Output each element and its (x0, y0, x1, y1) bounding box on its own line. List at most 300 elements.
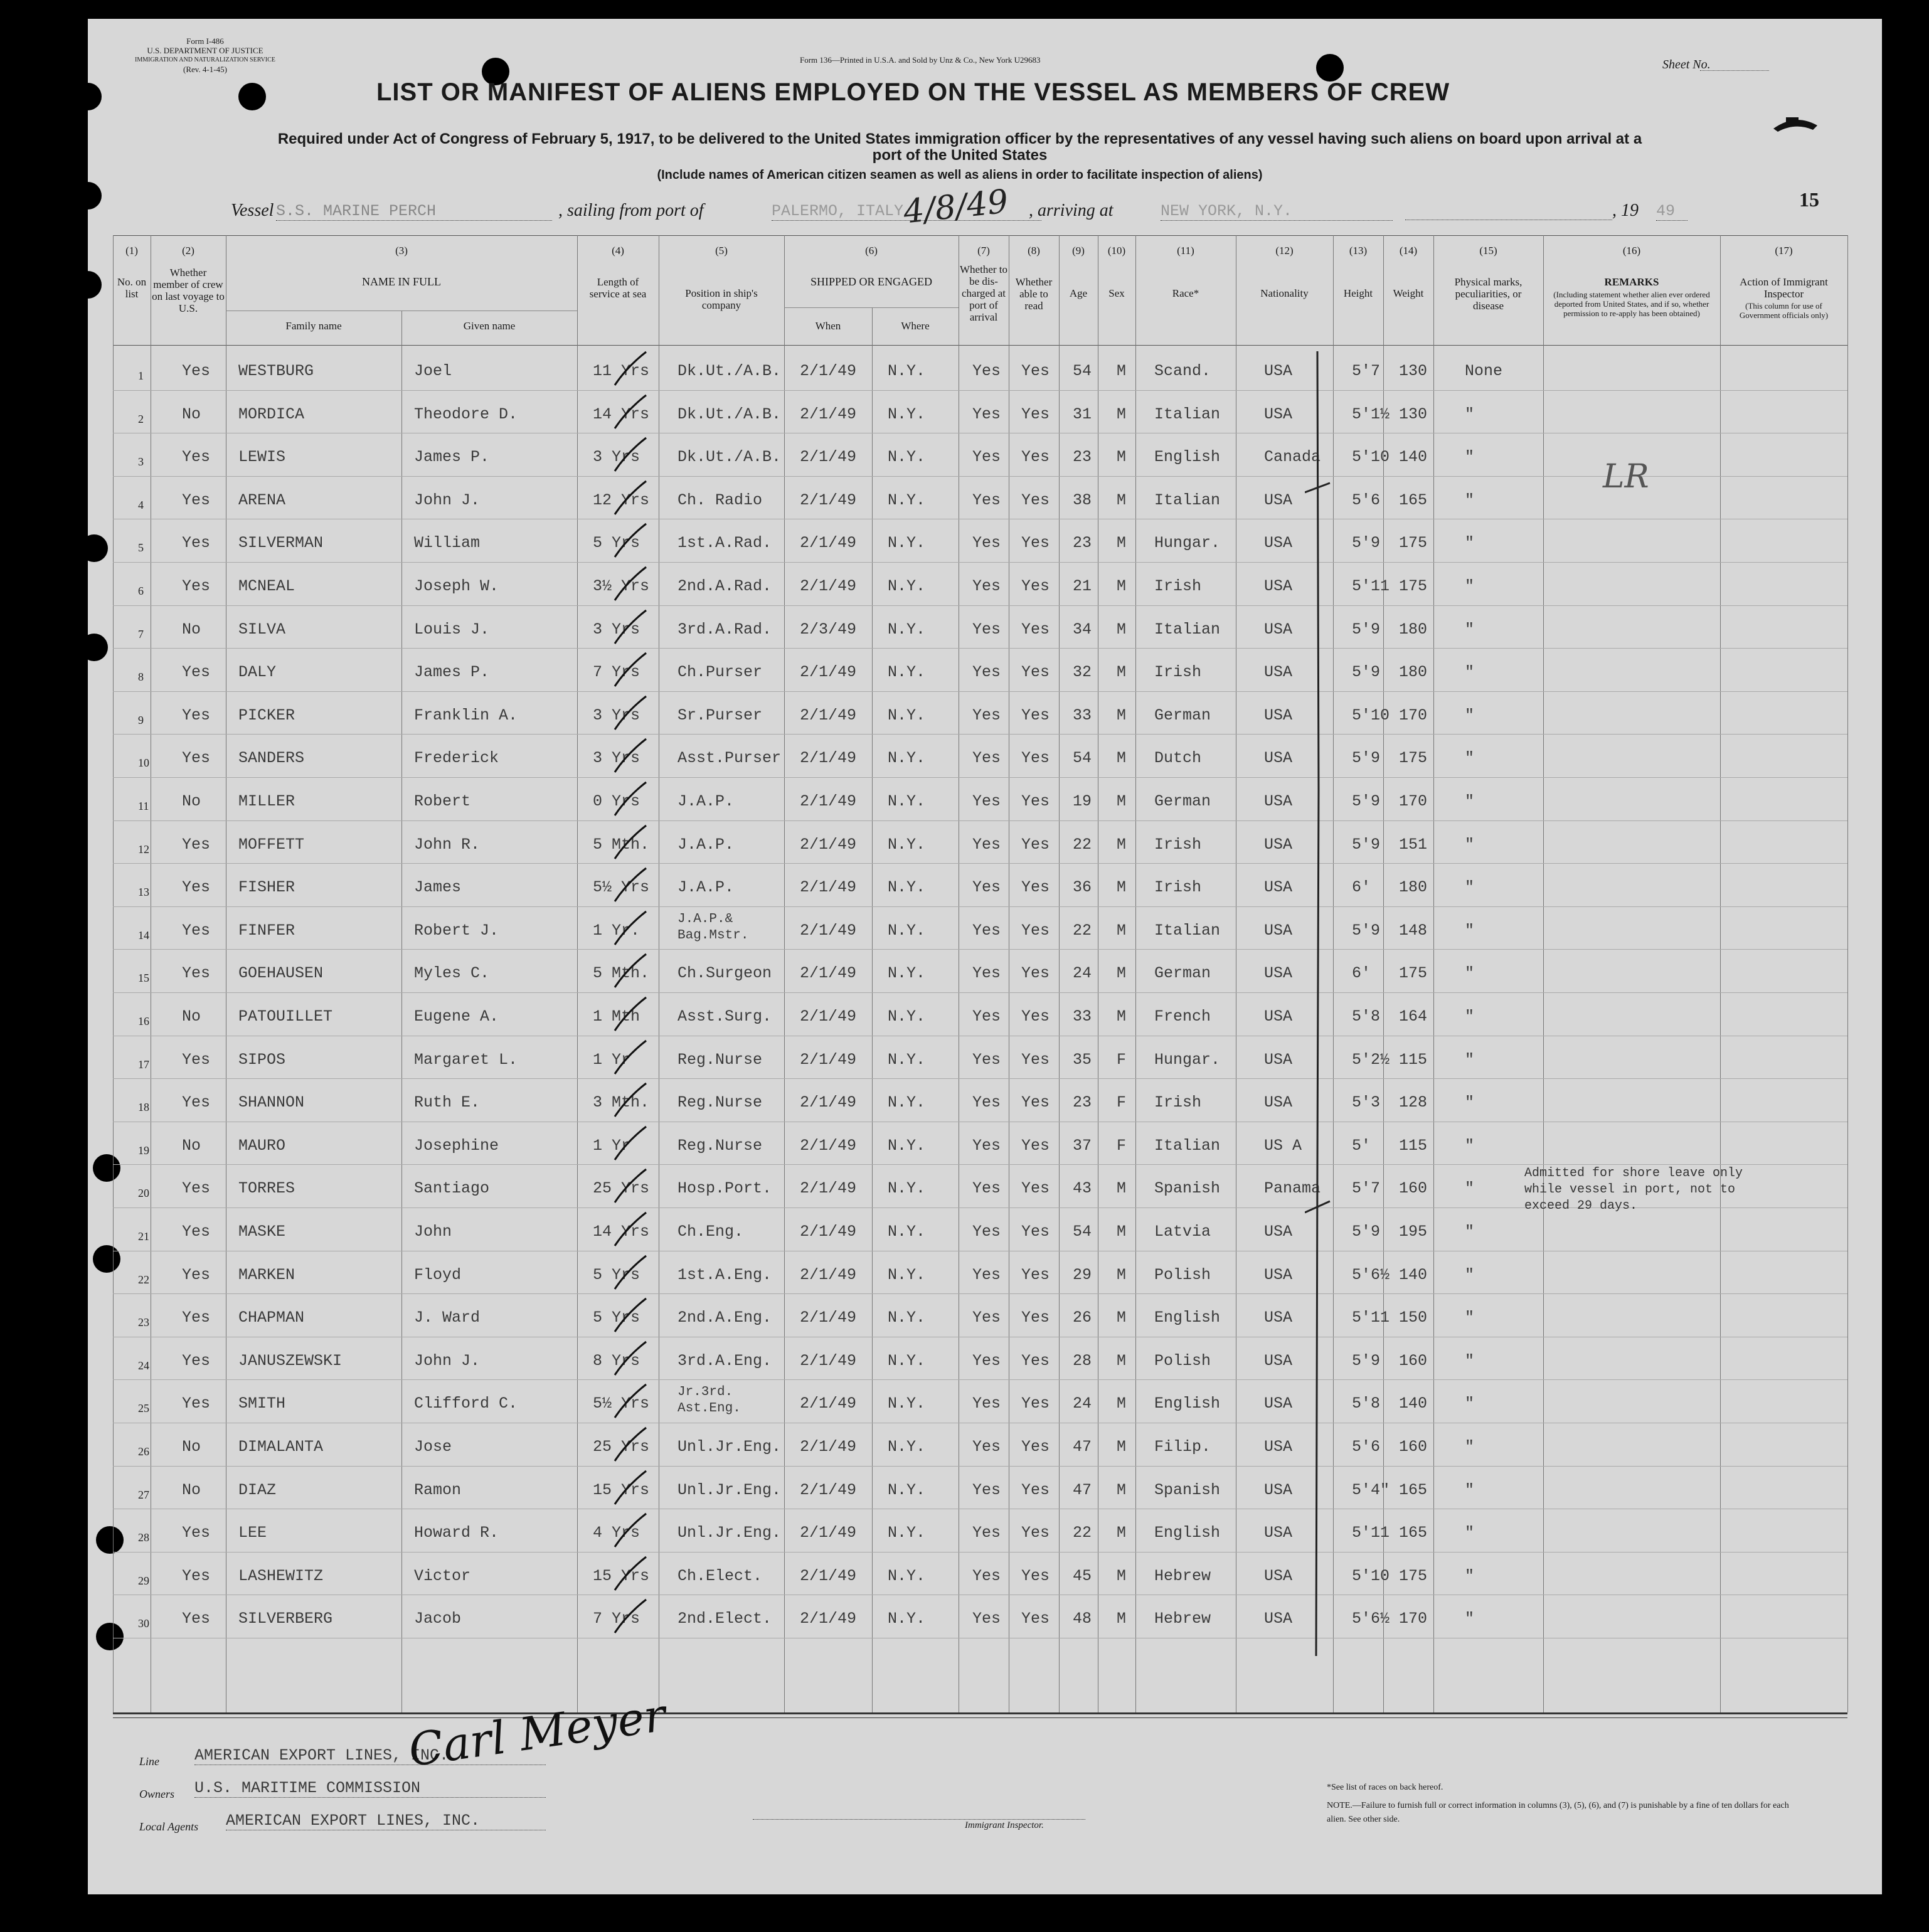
cell-weight: 170 (1399, 1610, 1428, 1628)
cell-weight: 175 (1399, 577, 1428, 595)
cell-when: 2/3/49 (800, 620, 857, 639)
cell-age: 37 (1073, 1136, 1092, 1155)
cell-last-voyage: Yes (182, 448, 211, 467)
punch-hole (74, 83, 102, 110)
cell-read: Yes (1021, 362, 1050, 380)
cell-read: Yes (1021, 1179, 1050, 1198)
cell-service: 8 Yrs (593, 1351, 640, 1370)
cell-where: N.Y. (888, 1610, 926, 1628)
printer-note: Form 136—Printed in U.S.A. and Sold by Unz & Co., New York U29683 (800, 55, 1041, 65)
cell-service: 5 Yrs (593, 1308, 640, 1327)
cell-read: Yes (1021, 534, 1050, 553)
sailing-from: PALERMO, ITALY (772, 202, 1041, 221)
cell-where: N.Y. (888, 1223, 926, 1241)
cell-read: Yes (1021, 448, 1050, 467)
table-row (113, 778, 1847, 821)
cell-sex: M (1117, 1179, 1127, 1198)
row-rule (113, 1466, 1847, 1467)
table-row (113, 1424, 1847, 1467)
cell-age: 32 (1073, 663, 1092, 682)
cell-discharged: Yes (972, 1223, 1001, 1241)
pen-strike-mark (608, 1598, 659, 1636)
row-number: 5 (138, 541, 144, 555)
cell-read: Yes (1021, 577, 1050, 595)
table-row (113, 1553, 1847, 1596)
cell-read: Yes (1021, 491, 1050, 509)
cell-family-name: MCNEAL (238, 577, 295, 595)
cell-position: 3rd.A.Eng. (678, 1351, 772, 1370)
cell-where: N.Y. (888, 1480, 926, 1499)
cell-given-name: Santiago (414, 1179, 490, 1198)
table-row (113, 1252, 1847, 1295)
cell-service: 1 Yr. (593, 921, 640, 940)
cell-physical: " (1465, 491, 1475, 509)
cell-when: 2/1/49 (800, 1007, 857, 1026)
cell-sex: M (1117, 1308, 1127, 1327)
col-num-7: (7) (977, 245, 990, 257)
cell-sex: M (1117, 1566, 1127, 1585)
punch-hole (238, 83, 266, 110)
header-age: Age (1069, 287, 1088, 299)
pen-strike-mark (608, 480, 659, 518)
cell-nationality: USA (1264, 964, 1293, 983)
inspector-label: Immigrant Inspector. (965, 1820, 1044, 1830)
cell-height: 5'1½ (1352, 405, 1390, 423)
header-physical: Physical marks, peculiarities, or disease (1454, 276, 1522, 312)
cell-last-voyage: Yes (182, 1179, 211, 1198)
cell-family-name: ARENA (238, 491, 286, 509)
table-row (113, 1037, 1847, 1080)
cell-service: 5½ Yrs (593, 878, 650, 897)
pen-strike-mark (608, 953, 659, 990)
cell-race: German (1154, 706, 1211, 724)
vessel-name: S.S. MARINE PERCH (276, 202, 552, 221)
table-row (113, 649, 1847, 692)
cell-where: N.Y. (888, 1093, 926, 1112)
cell-physical: " (1465, 1351, 1475, 1370)
handwritten-date: 4/8/49 (901, 183, 1011, 231)
cell-height: 5'9 (1352, 1351, 1381, 1370)
cell-given-name: John (414, 1223, 452, 1241)
cell-sex: M (1117, 878, 1127, 897)
header-nationality: Nationality (1260, 287, 1309, 299)
cell-given-name: Jacob (414, 1610, 462, 1628)
col-num-9: (9) (1072, 245, 1085, 257)
cell-when: 2/1/49 (800, 1610, 857, 1628)
cell-service: 25 Yrs (593, 1179, 650, 1198)
cell-read: Yes (1021, 749, 1050, 768)
cell-given-name: John J. (414, 491, 481, 509)
cell-age: 29 (1073, 1265, 1092, 1284)
cell-weight: 140 (1399, 448, 1428, 467)
row-number: 13 (138, 886, 149, 899)
cell-physical: " (1465, 921, 1475, 940)
pen-strike-mark (608, 1340, 659, 1378)
cell-family-name: PICKER (238, 706, 295, 724)
cell-height: 5'11 (1352, 1308, 1390, 1327)
cell-given-name: John R. (414, 835, 481, 854)
col-num-12: (12) (1275, 245, 1294, 257)
cell-family-name: PATOUILLET (238, 1007, 333, 1026)
cell-position: Asst.Purser (678, 749, 782, 768)
cell-last-voyage: No (182, 620, 201, 639)
row-number: 18 (138, 1101, 149, 1114)
header-height: Height (1343, 287, 1373, 299)
row-rule (113, 1293, 1847, 1294)
cell-sex: M (1117, 534, 1127, 553)
header-where: Where (901, 320, 930, 332)
cell-nationality: USA (1264, 921, 1293, 940)
cell-weight: 160 (1399, 1351, 1428, 1370)
cell-where: N.Y. (888, 792, 926, 810)
row-rule (113, 648, 1847, 649)
cell-physical: " (1465, 1007, 1475, 1026)
header-name-in-full: NAME IN FULL (362, 275, 441, 288)
pen-strike-mark (608, 1168, 659, 1206)
cell-nationality: USA (1264, 1007, 1293, 1026)
row-number: 17 (138, 1058, 149, 1071)
cell-height: 5'11 (1352, 1524, 1390, 1542)
cell-discharged: Yes (972, 878, 1001, 897)
cell-sex: M (1117, 1351, 1127, 1370)
cell-race: German (1154, 964, 1211, 983)
cell-nationality: USA (1264, 1265, 1293, 1284)
cell-nationality: US A (1264, 1136, 1302, 1155)
cell-sex: M (1117, 620, 1127, 639)
cell-physical: " (1465, 1610, 1475, 1628)
cell-height: 5'6½ (1352, 1610, 1390, 1628)
cell-age: 34 (1073, 620, 1092, 639)
cell-physical: " (1465, 1566, 1475, 1585)
cell-physical: " (1465, 835, 1475, 854)
cell-service: 5 Yrs (593, 1265, 640, 1284)
cell-nationality: USA (1264, 620, 1293, 639)
pen-strike-mark (608, 738, 659, 775)
cell-where: N.Y. (888, 1050, 926, 1069)
cell-when: 2/1/49 (800, 1265, 857, 1284)
cell-service: 1 Yr (593, 1136, 631, 1155)
cell-family-name: FISHER (238, 878, 295, 897)
col-num-10: (10) (1107, 245, 1126, 257)
cell-family-name: SMITH (238, 1394, 286, 1413)
row-rule (113, 906, 1847, 907)
header-remarks-note: (Including statement whether alien ever ordered deported from United States, and if so, whether permission to re-apply has been obtained) (1553, 290, 1710, 318)
cell-age: 22 (1073, 835, 1092, 854)
cell-weight: 165 (1399, 1524, 1428, 1542)
cell-discharged: Yes (972, 964, 1001, 983)
cell-age: 33 (1073, 706, 1092, 724)
cell-sex: F (1117, 1136, 1127, 1155)
cell-position: J.A.P. (678, 835, 735, 854)
cell-discharged: Yes (972, 1351, 1001, 1370)
cell-weight: 115 (1399, 1136, 1428, 1155)
cell-discharged: Yes (972, 1007, 1001, 1026)
sheet-label: Sheet No. (1662, 58, 1711, 72)
cell-sex: F (1117, 1093, 1127, 1112)
cell-service: 7 Yrs (593, 1610, 640, 1628)
cell-last-voyage: Yes (182, 749, 211, 768)
cell-physical: " (1465, 1179, 1475, 1198)
row-rule (113, 863, 1847, 864)
cell-race: English (1154, 1308, 1221, 1327)
row-number: 21 (138, 1230, 149, 1243)
cell-last-voyage: No (182, 1136, 201, 1155)
cell-when: 2/1/49 (800, 1223, 857, 1241)
cell-nationality: USA (1264, 1223, 1293, 1241)
cell-race: Irish (1154, 878, 1202, 897)
cell-height: 5'8 (1352, 1394, 1381, 1413)
cell-age: 47 (1073, 1438, 1092, 1456)
cell-given-name: Floyd (414, 1265, 462, 1284)
pen-strike-mark (608, 523, 659, 560)
cell-last-voyage: Yes (182, 706, 211, 724)
row-number: 2 (138, 412, 144, 425)
cell-where: N.Y. (888, 491, 926, 509)
cell-given-name: James P. (414, 448, 490, 467)
cell-age: 47 (1073, 1480, 1092, 1499)
cell-height: 5'2½ (1352, 1050, 1390, 1069)
line-value: AMERICAN EXPORT LINES, INC. (194, 1746, 546, 1765)
cell-where: N.Y. (888, 405, 926, 423)
row-number: 20 (138, 1187, 149, 1200)
row-rule (113, 949, 1847, 950)
cell-physical: " (1465, 1223, 1475, 1241)
cell-age: 35 (1073, 1050, 1092, 1069)
page-number: 15 (1799, 188, 1819, 211)
cell-given-name: Ramon (414, 1480, 462, 1499)
row-number: 7 (138, 627, 144, 640)
cell-given-name: John J. (414, 1351, 481, 1370)
cell-where: N.Y. (888, 964, 926, 983)
cell-given-name: William (414, 534, 481, 553)
cell-height: 5'9 (1352, 792, 1381, 810)
table-row (113, 1295, 1847, 1337)
pen-strike-mark (608, 437, 659, 474)
cell-position: Dk.Ut./A.B. (678, 405, 782, 423)
cell-family-name: SILVERBERG (238, 1610, 333, 1628)
cell-given-name: Louis J. (414, 620, 490, 639)
col-num-16: (16) (1622, 245, 1641, 257)
cell-discharged: Yes (972, 362, 1001, 380)
cell-race: Scand. (1154, 362, 1211, 380)
cell-read: Yes (1021, 835, 1050, 854)
cell-weight: 151 (1399, 835, 1428, 854)
cell-given-name: James P. (414, 663, 490, 682)
pen-strike-mark (608, 1039, 659, 1077)
row-rule (113, 820, 1847, 821)
shipped-subheader-line (784, 307, 959, 308)
cell-weight: 130 (1399, 405, 1428, 423)
cell-last-voyage: Yes (182, 1308, 211, 1327)
row-number: 27 (138, 1488, 149, 1501)
cell-age: 31 (1073, 405, 1092, 423)
pen-strike-mark (608, 1297, 659, 1335)
pen-strike-mark (608, 824, 659, 862)
cell-age: 54 (1073, 749, 1092, 768)
cell-discharged: Yes (972, 1480, 1001, 1499)
cell-read: Yes (1021, 921, 1050, 940)
cell-position: Reg.Nurse (678, 1136, 763, 1155)
cell-height: 5'11 (1352, 577, 1390, 595)
cell-age: 38 (1073, 491, 1092, 509)
cell-nationality: USA (1264, 663, 1293, 682)
cell-discharged: Yes (972, 1179, 1001, 1198)
row-number: 4 (138, 498, 144, 511)
cell-last-voyage: Yes (182, 1265, 211, 1284)
table-row (113, 607, 1847, 649)
row-number: 15 (138, 972, 149, 985)
cell-family-name: LEWIS (238, 448, 286, 467)
cell-race: Hungar. (1154, 534, 1221, 553)
row-number: 23 (138, 1316, 149, 1329)
cell-given-name: Eugene A. (414, 1007, 499, 1026)
row-rule (113, 1078, 1847, 1079)
row-rule (113, 691, 1847, 692)
cell-position: 3rd.A.Rad. (678, 620, 772, 639)
cell-sex: M (1117, 1610, 1127, 1628)
ship-stamp-icon (1770, 110, 1820, 141)
cell-nationality: USA (1264, 491, 1293, 509)
cell-read: Yes (1021, 663, 1050, 682)
cell-sex: M (1117, 792, 1127, 810)
row-number: 19 (138, 1144, 149, 1157)
cell-age: 33 (1073, 1007, 1092, 1026)
cell-read: Yes (1021, 1566, 1050, 1585)
cell-position: J.A.P.& Bag.Mstr. (678, 911, 749, 943)
cell-race: Irish (1154, 835, 1202, 854)
cell-family-name: SILVA (238, 620, 286, 639)
cell-sex: M (1117, 921, 1127, 940)
pen-strike-mark (608, 1125, 659, 1163)
cell-family-name: MOFFETT (238, 835, 305, 854)
cell-nationality: USA (1264, 1050, 1293, 1069)
cell-race: Italian (1154, 405, 1221, 423)
col-num-17: (17) (1775, 245, 1793, 257)
row-number: 25 (138, 1402, 149, 1415)
arriving-at: NEW YORK, N.Y. (1161, 202, 1393, 221)
cell-age: 48 (1073, 1610, 1092, 1628)
cell-position: Dk.Ut./A.B. (678, 448, 782, 467)
col-num-2: (2) (182, 245, 194, 257)
pen-strike-mark (608, 1211, 659, 1249)
cell-family-name: MORDICA (238, 405, 305, 423)
table-row (113, 864, 1847, 907)
cell-where: N.Y. (888, 1351, 926, 1370)
cell-weight: 128 (1399, 1093, 1428, 1112)
cell-where: N.Y. (888, 663, 926, 682)
cell-service: 25 Yrs (593, 1438, 650, 1456)
cell-sex: M (1117, 577, 1127, 595)
cell-discharged: Yes (972, 448, 1001, 467)
cell-weight: 175 (1399, 534, 1428, 553)
cell-read: Yes (1021, 1480, 1050, 1499)
cell-sex: M (1117, 1007, 1127, 1026)
cell-service: 3½ Yrs (593, 577, 650, 595)
cell-age: 24 (1073, 964, 1092, 983)
cell-position: Sr.Purser (678, 706, 763, 724)
cell-last-voyage: Yes (182, 1223, 211, 1241)
pen-strike-mark (608, 781, 659, 819)
row-number: 1 (138, 369, 144, 382)
header-last-voyage: Whether member of crew on last voyage to U.S. (152, 267, 225, 314)
agents-label: Local Agents (139, 1820, 199, 1833)
cell-discharged: Yes (972, 1265, 1001, 1284)
cell-nationality: USA (1264, 534, 1293, 553)
cell-where: N.Y. (888, 1136, 926, 1155)
cell-weight: 160 (1399, 1438, 1428, 1456)
cell-when: 2/1/49 (800, 1351, 857, 1370)
cell-weight: 180 (1399, 878, 1428, 897)
cell-where: N.Y. (888, 1394, 926, 1413)
cell-family-name: SILVERMAN (238, 534, 324, 553)
cell-discharged: Yes (972, 706, 1001, 724)
cell-last-voyage: Yes (182, 921, 211, 940)
cell-where: N.Y. (888, 878, 926, 897)
cell-physical: " (1465, 1438, 1475, 1456)
page-title: LIST OR MANIFEST OF ALIENS EMPLOYED ON THE VESSEL AS MEMBERS OF CREW (376, 78, 1450, 106)
cell-physical: " (1465, 1050, 1475, 1069)
cell-family-name: MASKE (238, 1223, 286, 1241)
cell-age: 45 (1073, 1566, 1092, 1585)
cell-sex: M (1117, 835, 1127, 854)
cell-when: 2/1/49 (800, 792, 857, 810)
cell-when: 2/1/49 (800, 878, 857, 897)
table-row (113, 434, 1847, 477)
cell-height: 5'10 (1352, 1566, 1390, 1585)
cell-race: English (1154, 448, 1221, 467)
cell-height: 5'10 (1352, 448, 1390, 467)
cell-last-voyage: Yes (182, 491, 211, 509)
row-number: 24 (138, 1359, 149, 1372)
cell-last-voyage: No (182, 405, 201, 423)
pen-strike-mark (608, 1470, 659, 1507)
cell-sex: M (1117, 1480, 1127, 1499)
row-number: 6 (138, 585, 144, 597)
cell-position: Hosp.Port. (678, 1179, 772, 1198)
table-row (113, 908, 1847, 950)
cell-service: 0 Yrs (593, 792, 640, 810)
cell-nationality: USA (1264, 1524, 1293, 1542)
cell-age: 28 (1073, 1351, 1092, 1370)
header-remarks: REMARKS (1604, 276, 1659, 288)
table-row (113, 1123, 1847, 1165)
row-rule (113, 1379, 1847, 1380)
requirement-note: (Include names of American citizen seamen as well as aliens in order to facilitate inspection of aliens) (657, 168, 1263, 182)
cell-discharged: Yes (972, 405, 1001, 423)
cell-when: 2/1/49 (800, 663, 857, 682)
cell-discharged: Yes (972, 1524, 1001, 1542)
cell-family-name: LEE (238, 1524, 267, 1542)
cell-sex: M (1117, 448, 1127, 467)
cell-nationality: USA (1264, 405, 1293, 423)
cell-when: 2/1/49 (800, 706, 857, 724)
cell-sex: M (1117, 749, 1127, 768)
cell-when: 2/1/49 (800, 964, 857, 983)
cell-nationality: Canada (1264, 448, 1321, 467)
cell-when: 2/1/49 (800, 1438, 857, 1456)
cell-last-voyage: Yes (182, 1566, 211, 1585)
cell-when: 2/1/49 (800, 1566, 857, 1585)
cell-physical: " (1465, 1480, 1475, 1499)
requirement-line2: port of the United States (872, 147, 1048, 164)
cell-height: 5'9 (1352, 663, 1381, 682)
cell-when: 2/1/49 (800, 1308, 857, 1327)
cell-discharged: Yes (972, 835, 1001, 854)
cell-sex: M (1117, 491, 1127, 509)
cell-height: 5'9 (1352, 835, 1381, 854)
cell-last-voyage: No (182, 1438, 201, 1456)
header-length-service: Length of service at sea (589, 276, 647, 300)
